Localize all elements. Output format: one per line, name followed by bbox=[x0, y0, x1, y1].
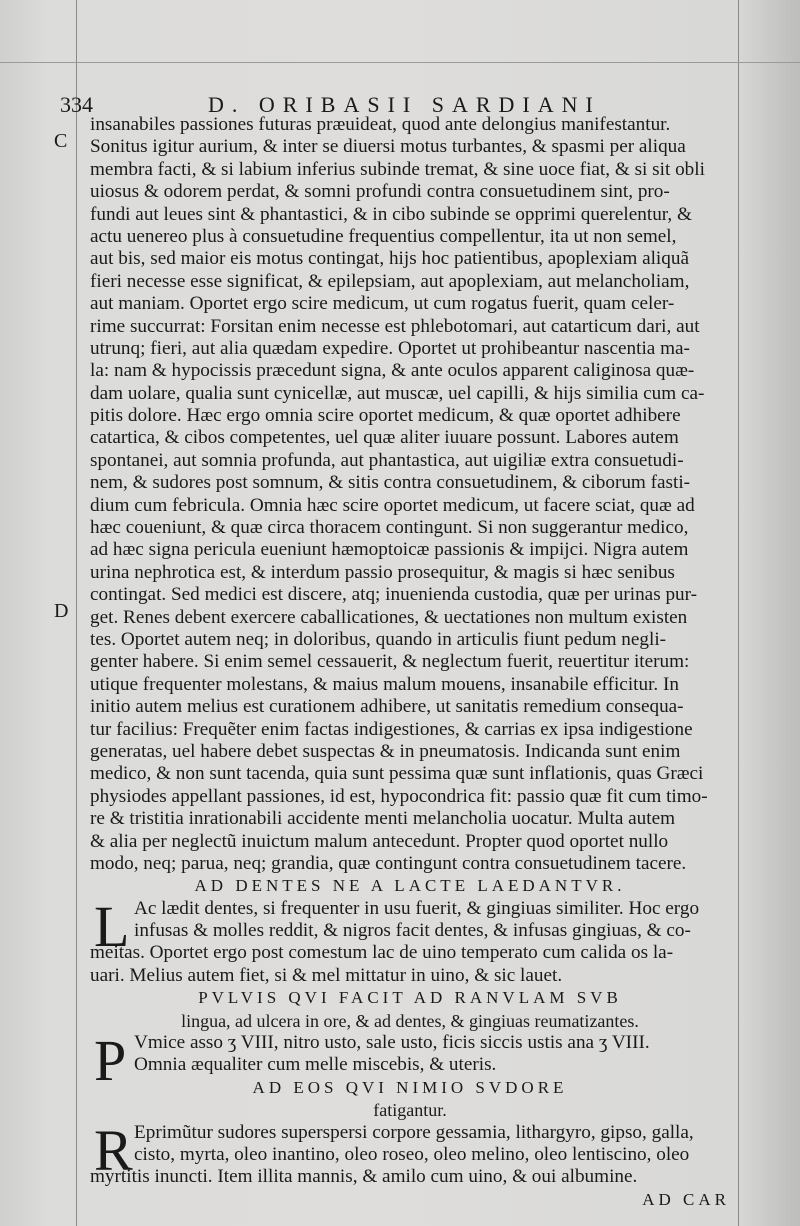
text-line: pitis dolore. Hæc ergo omnia scire oportet medicum, & quæ oportet adhibere bbox=[90, 405, 681, 427]
text-line: Vmice asso ʒ VIII, nitro usto, sale usto, ficis siccis ustis ana ʒ VIII. bbox=[134, 1032, 650, 1054]
text-line: Ac lædit dentes, si frequenter in usu fuerit, & gingiuas similiter. Hoc ergo bbox=[134, 897, 700, 919]
section-lacte bbox=[90, 875, 730, 987]
text-line: myrtitis inuncti. Item illita mannis, & amilo cum uino, & oui albumine. bbox=[90, 1166, 638, 1188]
text-line: nem, & sudores post somnum, & sitis contra consuetudinem, & ciborum fasti- bbox=[90, 472, 691, 494]
text-line: & alia per neglectũ inuictum malum antecedunt. Propter quod oportet nullo bbox=[90, 830, 669, 852]
section-body bbox=[90, 1117, 730, 1189]
text-line: spontanei, aut somnia profunda, aut phantastica, aut uigiliæ extra consuetudi- bbox=[90, 449, 684, 471]
text-line: aut bis, sed maior eis motus contingat, hijs hoc patientibus, apoplexiam aliquã bbox=[90, 248, 689, 270]
text-line: aut maniam. Oportet ergo scire medicum, ut cum rogatus fuerit, quam celer- bbox=[90, 293, 675, 315]
right-frame-rule bbox=[738, 0, 739, 1226]
section-heading: AD EOS QVI NIMIO SVDORE bbox=[252, 1077, 568, 1097]
section-body bbox=[90, 893, 730, 988]
text-line: medico, & non sunt tacenda, quia sunt pessima quæ sunt inflationis, quas Græci bbox=[90, 763, 704, 785]
text-line: physiodes appellant passiones, id est, hypocondrica fit: passio quæ fit cum timo- bbox=[90, 785, 708, 807]
catchword: AD CAR bbox=[642, 1189, 730, 1209]
text-line: initio autem melius est curationem adhibere, ut sanitatis remedium consequa- bbox=[90, 696, 684, 718]
main-text-block bbox=[90, 114, 730, 1213]
text-line: rime succurrat: Forsitan enim necesse est phlebotomari, aut catarticum dari, aut bbox=[90, 315, 700, 337]
text-line: hæc coueniunt, & quæ circa thoracem contingunt. Si non suggerantur medico, bbox=[90, 517, 689, 539]
text-line: tes. Oportet autem neq; in doloribus, quando in articulis fiunt pedum negli- bbox=[90, 628, 667, 650]
text-line: ad hæc signa pericula eueniunt hæmoptoicæ passionis & impijci. Nigra autem bbox=[90, 539, 689, 561]
text-line: insanabiles passiones futuras præuideat, quod ante delongius manifestantur. bbox=[90, 114, 671, 135]
drop-cap: R bbox=[94, 1117, 133, 1183]
text-line: meitas. Oportet ergo post comestum lac de uino temperato cum calida os la- bbox=[90, 942, 674, 964]
section-subheading: lingua, ad ulcera in ore, & ad dentes, & gingiuas reumatizantes. bbox=[181, 1010, 639, 1031]
text-line: dam uolare, qualia sunt cynicellæ, aut muscæ, uel capilli, & hijs similia cum ca- bbox=[90, 382, 705, 404]
page-number: 334 bbox=[60, 92, 93, 117]
text-line: uiosus & odorem perdat, & somni profundi contra consuetudinem sint, pro- bbox=[90, 181, 670, 203]
text-line: uari. Melius autem fiet, si & mel mittatur in uino, & sic lauet. bbox=[90, 964, 563, 986]
text-line: tur facilius: Frequẽter enim factas indigestiones, & carrias ex ipsa indigestione bbox=[90, 718, 693, 740]
top-frame-rule bbox=[0, 62, 800, 63]
text-line: modo, neq; parua, neq; grandia, quæ contingunt contra consuetudinem tacere. bbox=[90, 852, 687, 874]
text-line: contingat. Sed medici est discere, atq; inuenienda custodia, quæ per urinas pur- bbox=[90, 584, 698, 606]
text-line: utrunq; fieri, aut alia quædam expedire. Oportet ut prohibeantur nascentia ma- bbox=[90, 337, 690, 359]
text-line: fundi aut leues sint & phantastici, & in cibo subinde se opprimi querelentur, & bbox=[90, 203, 692, 225]
section-sudore bbox=[90, 1077, 730, 1189]
drop-cap: P bbox=[94, 1028, 127, 1094]
text-line: fieri necesse esse significat, & epilepsiam, aut apoplexiam, aut melancholiam, bbox=[90, 270, 690, 292]
body-paragraph bbox=[90, 114, 730, 875]
text-line: actu uenereo plus à consuetudine frequentius compellentur, ita ut non semel, bbox=[90, 225, 677, 247]
drop-cap: L bbox=[94, 893, 130, 959]
text-line: get. Renes debent exercere caballicationes, & uectationes non multum existen bbox=[90, 606, 688, 628]
text-line: Omnia æqualiter cum melle miscebis, & uteris. bbox=[134, 1054, 497, 1076]
text-line: la: nam & hypocissis præcedunt signa, & ante oculos apparent caliginosa quæ- bbox=[90, 360, 695, 382]
text-line: genter habere. Si enim semel cessauerit, & neglectum fuerit, reuertitur iterum: bbox=[90, 651, 690, 673]
section-subheading: fatigantur. bbox=[373, 1100, 447, 1121]
section-heading: PVLVIS QVI FACIT AD RANVLAM SVB bbox=[198, 988, 622, 1008]
catchword-row bbox=[90, 1189, 730, 1213]
left-frame-rule bbox=[76, 0, 77, 1226]
text-line: urina nephrotica est, & interdum passio prosequitur, & magis si hæc senibus bbox=[90, 561, 675, 583]
text-line: generatas, uel habere debet suspectas & in pneumatosis. Indicanda sunt enim bbox=[90, 740, 681, 762]
text-line: utique frequenter molestans, & maius malum mouens, insanabile efficitur. In bbox=[90, 673, 679, 695]
text-line: Eprimũtur sudores superspersi corpore gessamia, lithargyro, gipso, galla, bbox=[134, 1121, 694, 1143]
text-line: dium cum febricula. Omnia hæc scire oportet medicum, ut facere sciat, quæ ad bbox=[90, 494, 695, 516]
margin-letter-d: D bbox=[54, 600, 69, 622]
text-line: Sonitus igitur aurium, & inter se diuersi motus turbantes, & spasmi per aliqua bbox=[90, 136, 686, 158]
margin-letter-c: C bbox=[54, 130, 68, 152]
text-line: catartica, & cibos competentes, uel quæ aliter iuuare possunt. Labores autem bbox=[90, 427, 679, 449]
text-line: cisto, myrta, oleo inantino, oleo roseo, oleo melino, oleo lentiscino, oleo bbox=[134, 1143, 690, 1165]
running-head: D. ORIBASII SARDIANI bbox=[208, 92, 601, 117]
text-line: infusas & molles reddit, & nigros facit dentes, & infusas gingiuas, & co- bbox=[134, 920, 691, 942]
text-line: re & tristitia inrationabili accidente menti melancholia uocatur. Multa autem bbox=[90, 808, 676, 830]
section-heading: AD DENTES NE A LACTE LAEDANTVR. bbox=[194, 876, 626, 896]
text-line: membra facti, & si labium inferius subinde tremat, & sine uoce fiat, & si sit obli bbox=[90, 158, 705, 180]
